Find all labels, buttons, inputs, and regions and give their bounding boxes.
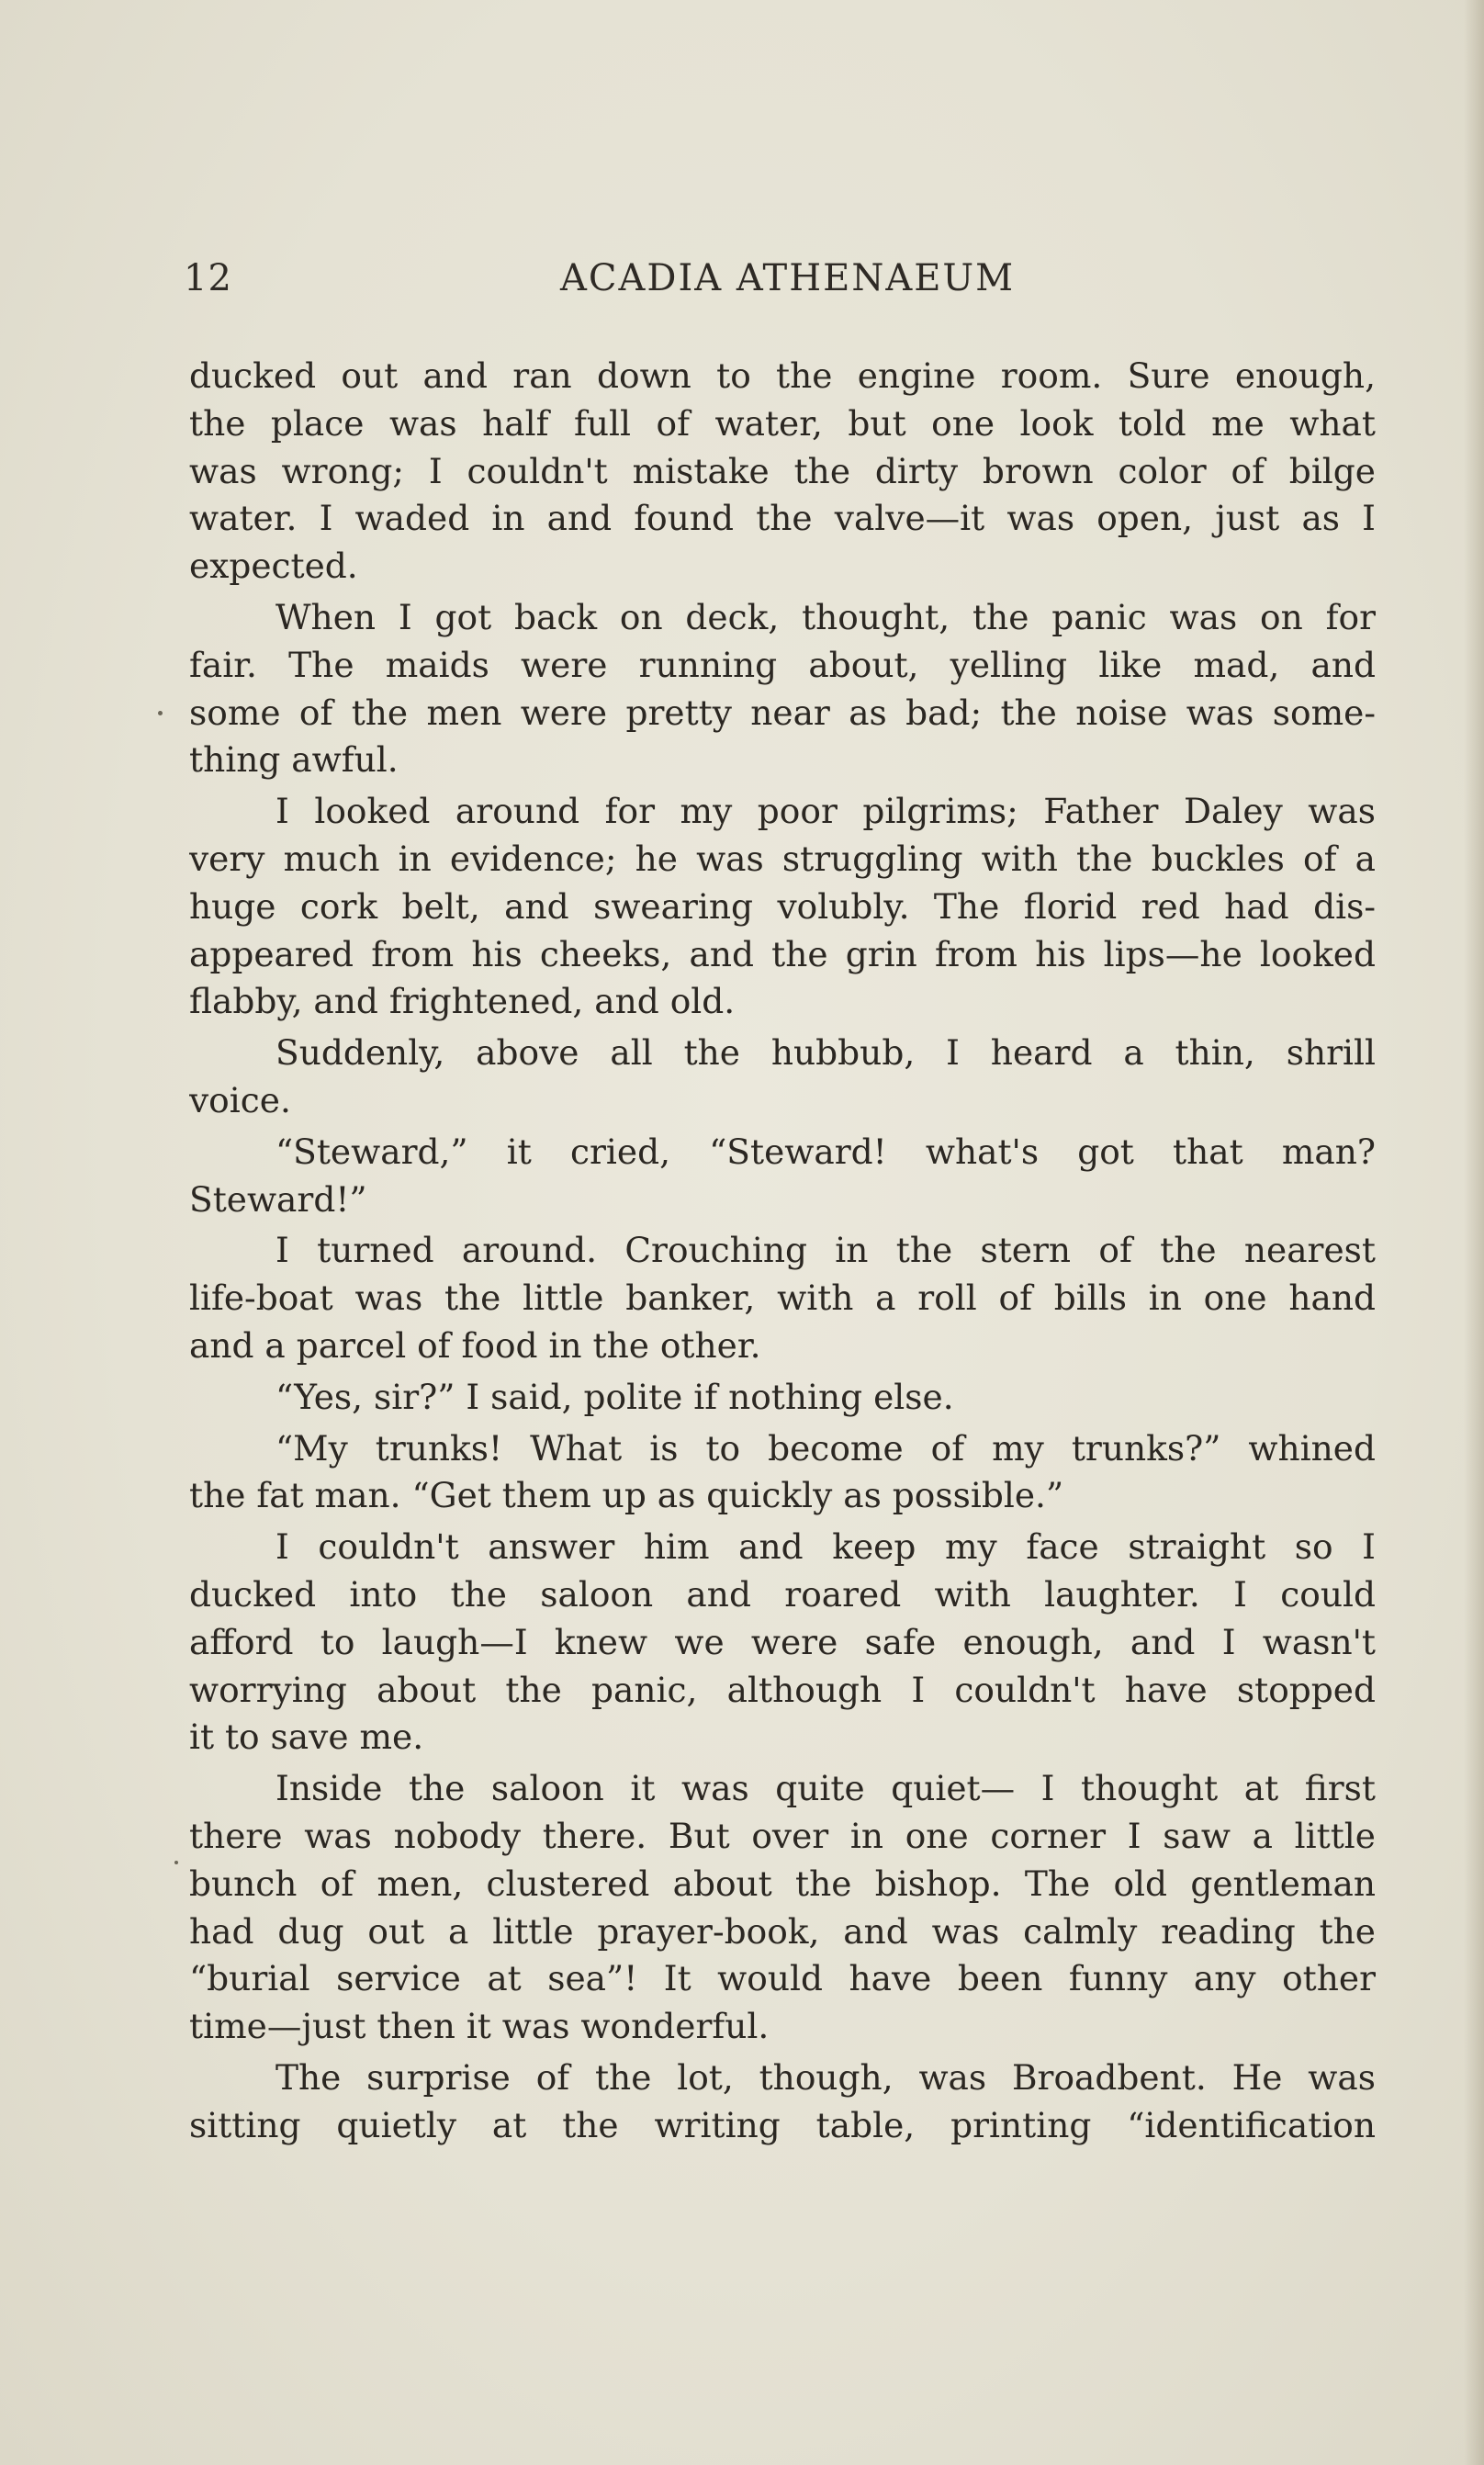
text-line: voice.	[189, 1079, 291, 1120]
journal-title: ACADIA ATHENAEUM	[560, 257, 1016, 299]
paragraph	[189, 1765, 1376, 2054]
text-line: I looked around for my poor pilgrims; Father Daley was	[275, 791, 1376, 832]
text-line: “Yes, sir?” I said, polite if nothing else.	[275, 1376, 954, 1417]
text-line: worrying about the panic, although I couldn't have stopped	[189, 1669, 1376, 1710]
text-line: sitting quietly at the writing table, printing “identification	[189, 2104, 1376, 2145]
text-line: some of the men were pretty near as bad; the noise was some-	[189, 692, 1376, 733]
text-line: The surprise of the lot, though, was Broadbent. He was	[275, 2056, 1376, 2098]
text-line: the place was half full of water, but one look told me what	[189, 402, 1376, 444]
text-line: ducked into the saloon and roared with laughter. I could	[189, 1573, 1376, 1615]
paragraph	[189, 1425, 1376, 1525]
text-line: appeared from his cheeks, and the grin from his lips—he looked	[189, 933, 1376, 974]
text-line: water. I waded in and found the valve—it was open, just as I	[189, 498, 1376, 539]
paragraph	[189, 353, 1376, 594]
text-line: life-boat was the little banker, with a roll of bills in one hand	[189, 1278, 1376, 1319]
text-line: When I got back on deck, thought, the panic was on for	[275, 596, 1376, 637]
text-line: “burial service at sea”! It would have been funny any other	[189, 1958, 1376, 1999]
text-line: Suddenly, above all the hubbub, I heard a thin, shrill	[275, 1032, 1376, 1074]
text-line: it to save me.	[189, 1716, 424, 1758]
text-line: very much in evidence; he was struggling with the buckles of a	[189, 838, 1376, 879]
text-line: flabby, and frightened, and old.	[189, 981, 736, 1022]
text-line: ducked out and ran down to the engine room. Sure enough,	[189, 355, 1376, 396]
text-line: time—just then it was wonderful.	[189, 2006, 770, 2047]
text-line: Inside the saloon it was quite quiet— I thought at first	[275, 1768, 1376, 1809]
paragraph	[189, 1227, 1376, 1373]
text-line: huge cork belt, and swearing volubly. The florid red had dis-	[189, 885, 1376, 927]
paragraph	[189, 788, 1376, 1030]
text-line: bunch of men, clustered about the bishop. The old gentleman	[189, 1863, 1376, 1904]
text-line: I couldn't answer him and keep my face straight so I	[275, 1526, 1376, 1568]
text-line: was wrong; I couldn't mistake the dirty brown color of bilge	[189, 450, 1376, 491]
page-number: 12	[184, 257, 232, 299]
page-edge-shadow	[1464, 0, 1484, 2465]
running-head	[184, 257, 1377, 312]
paragraph	[189, 594, 1376, 788]
paragraph	[189, 1374, 1376, 1425]
paragraph	[189, 1030, 1376, 1129]
paragraph	[189, 1524, 1376, 1765]
text-line: I turned around. Crouching in the stern of the nearest	[275, 1230, 1376, 1271]
paragraph	[189, 1129, 1376, 1228]
paragraph	[189, 2054, 1376, 2150]
text-line: and a parcel of food in the other.	[189, 1324, 761, 1366]
text-line: Steward!”	[189, 1178, 367, 1220]
text-line: fair. The maids were running about, yelling like mad, and	[189, 644, 1376, 685]
stray-mark	[174, 1861, 178, 1864]
text-line: afford to laugh—I knew we were safe enough, and I wasn't	[189, 1621, 1376, 1662]
stray-mark	[158, 711, 163, 715]
text-line: “Steward,” it cried, “Steward! what's got that man?	[275, 1131, 1376, 1172]
article-body	[189, 353, 1376, 2149]
text-line: had dug out a little prayer-book, and was calmly reading the	[189, 1910, 1376, 1952]
text-line: there was nobody there. But over in one corner I saw a little	[189, 1815, 1376, 1856]
text-line: expected.	[189, 546, 358, 587]
text-line: “My trunks! What is to become of my trunks?” whined	[275, 1427, 1376, 1469]
text-line: the fat man. “Get them up as quickly as possible.”	[189, 1475, 1064, 1516]
text-line: thing awful.	[189, 739, 399, 781]
